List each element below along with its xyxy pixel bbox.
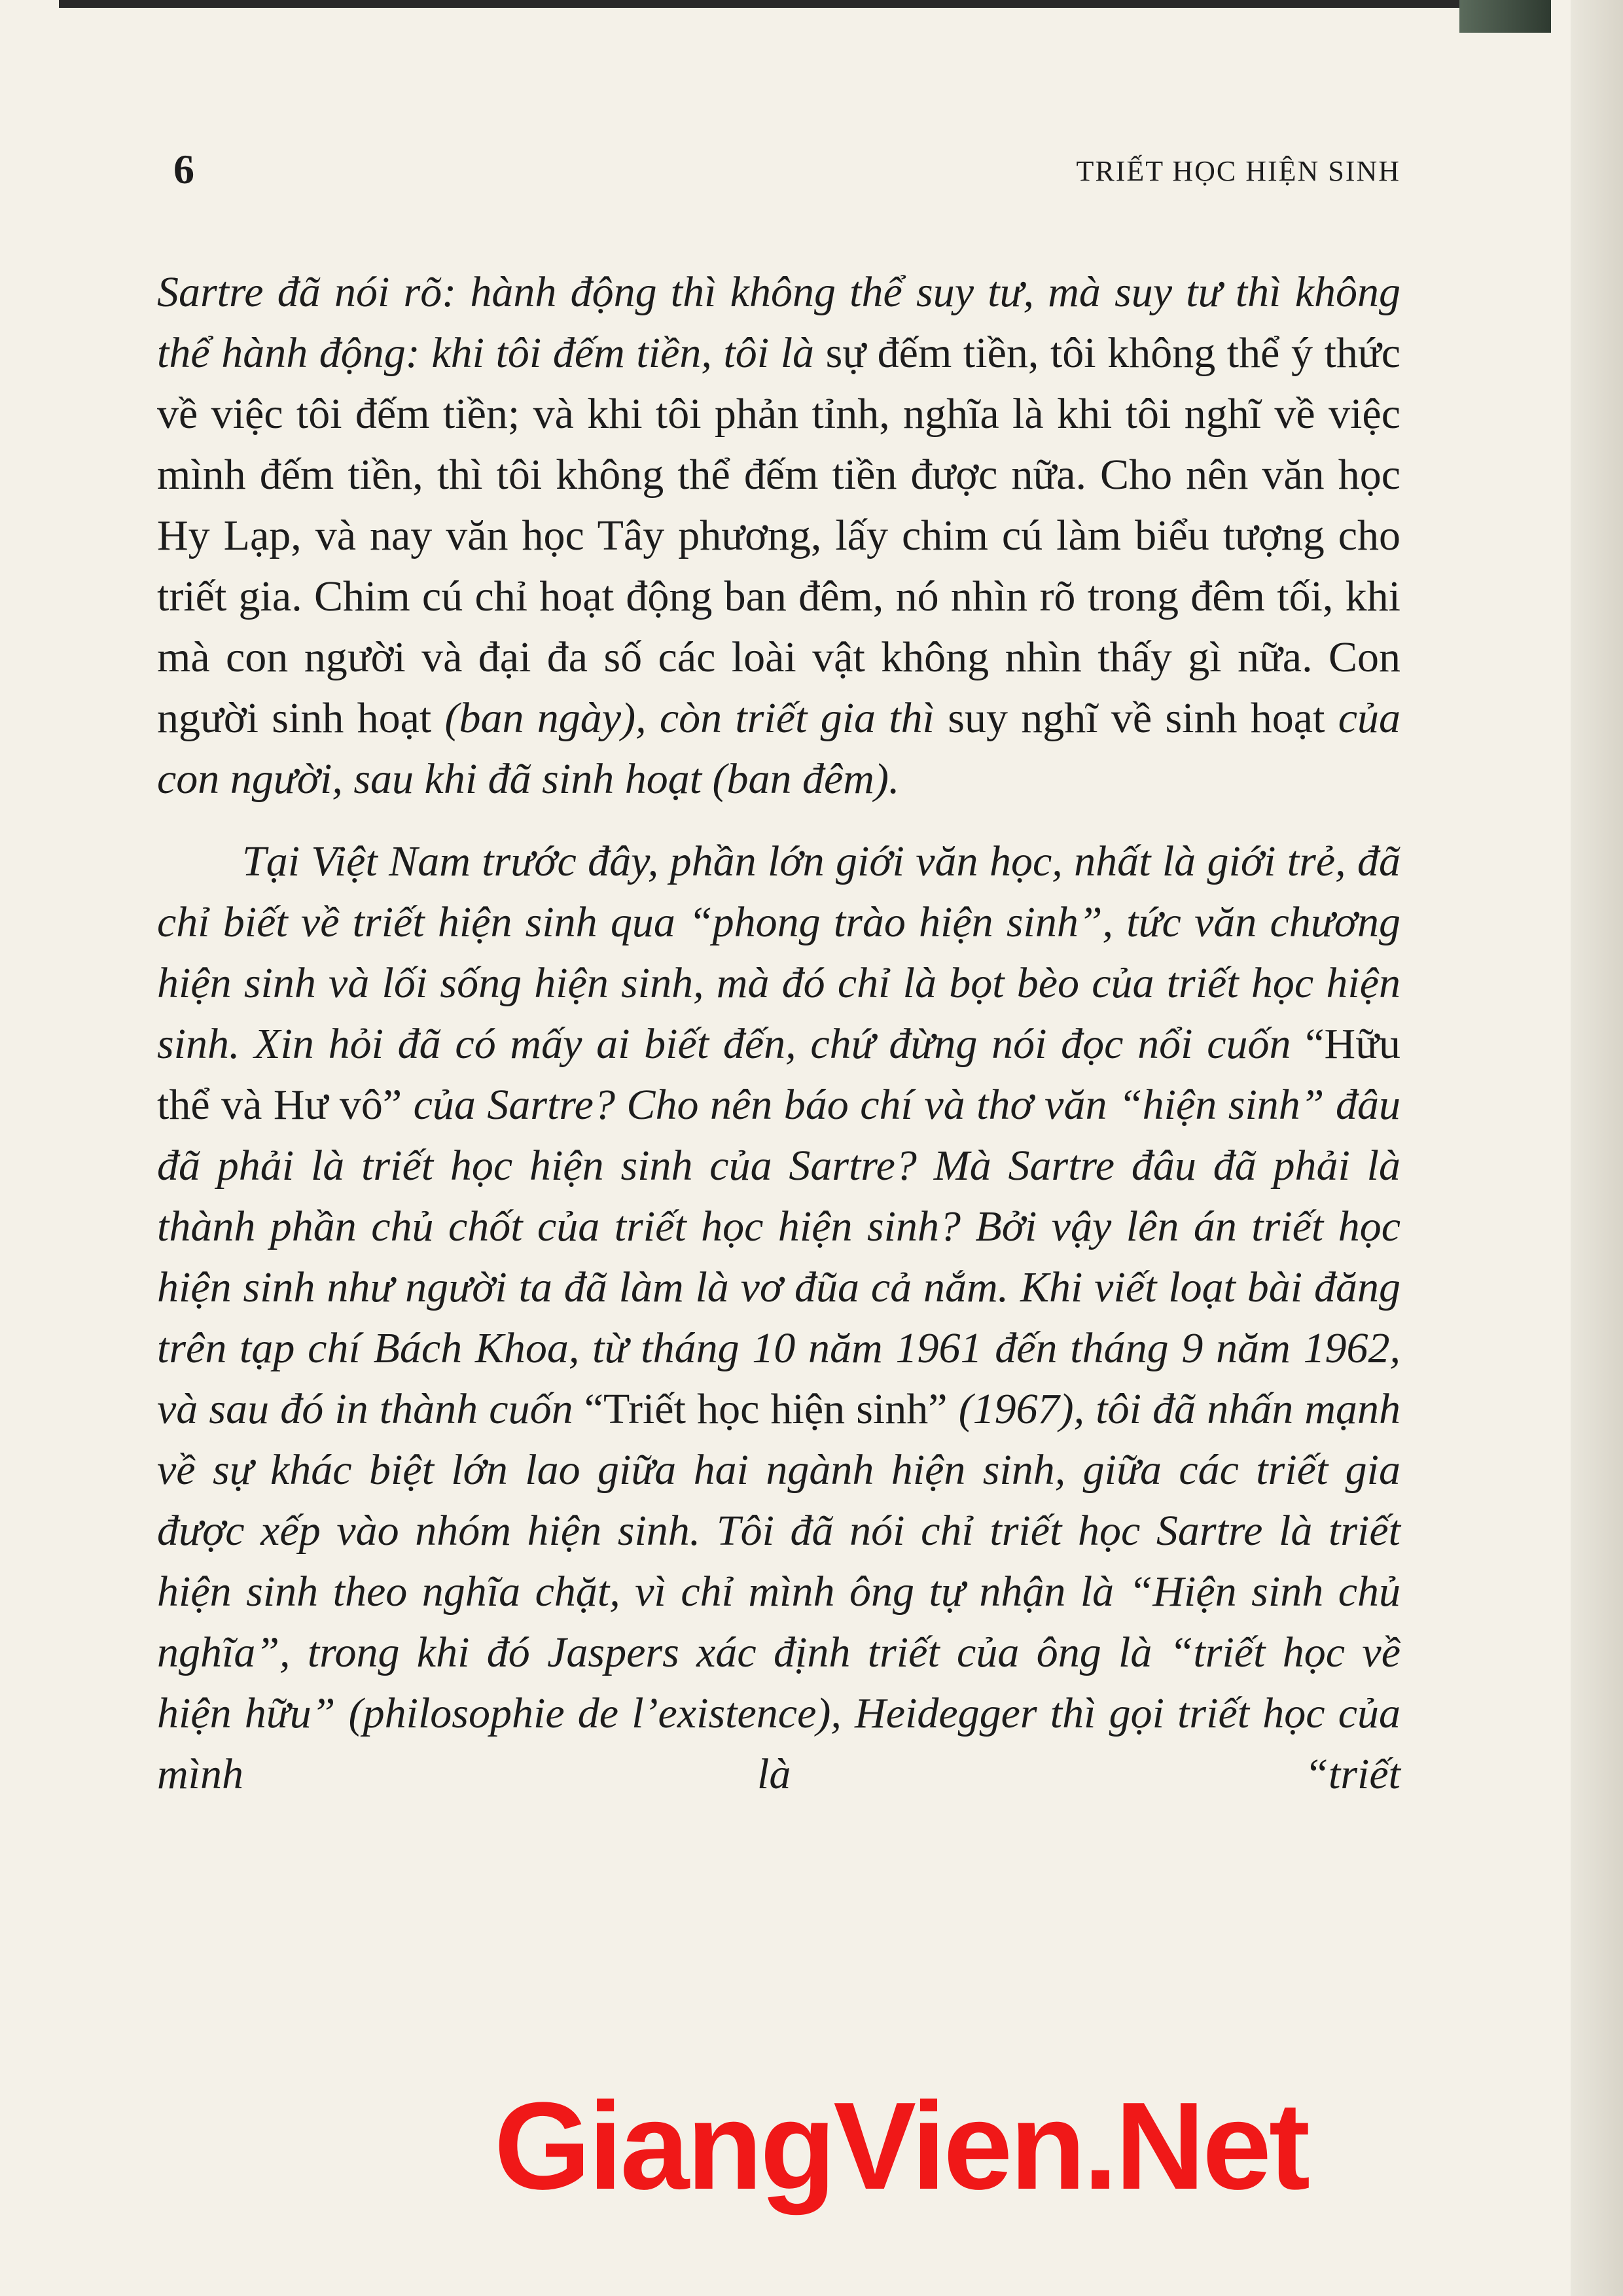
text-roman: “Triết học hiện sinh”	[573, 1385, 959, 1433]
text-roman: sinh hoạt	[259, 694, 445, 742]
text-italic: (ban ngày), còn triết gia thì	[444, 694, 935, 742]
text-roman: sự đếm tiền, tôi không thể ý thức về việc tôi đếm tiền; và khi tôi phản tỉnh, nghĩa là khi tôi nghĩ về việc mình đếm tiền, thì tôi không thể đếm tiền được nữa. Cho nên văn học Hy Lạp, và nay văn học Tây phương, lấy chim cú làm biểu tượng cho triết gia. Chim cú chỉ hoạt động ban đêm, nó nhìn rõ trong đêm tối, khi mà con người và đại đa số các loài vật không nhìn thấy gì nữa. Con người	[157, 329, 1400, 742]
text-italic: (1967), tôi đã nhấn mạnh về sự khác biệt lớn lao giữa hai ngành hiện sinh, giữa các triết gia được xếp vào nhóm hiện sinh. Tôi đã nói chỉ triết học Sartre là triết hiện sinh theo nghĩa chặt, vì chỉ mình ông tự nhận là “Hiện sinh chủ nghĩa”, trong khi đó Jaspers xác định triết của ông là “triết học về hiện hữu” (philosophie de l’existence), Heidegger thì gọi triết học của mình là “triết	[157, 1385, 1400, 1798]
body-text	[157, 262, 1400, 1805]
page-number: 6	[173, 146, 194, 192]
text-italic: Tại Việt Nam trước đây, phần lớn giới văn học, nhất là giới trẻ, đã chỉ biết về triết hiện sinh qua “phong trào hiện sinh”, tức văn chương hiện sinh và lối sống hiện sinh, mà đó chỉ là bọt bèo của triết học hiện sinh. Xin hỏi đã có mấy ai biết đến, chứ đừng nói đọc nổi cuốn	[157, 838, 1400, 1068]
watermark-logo: GiangVien.Net	[494, 2077, 1308, 2216]
running-head: TRIẾT HỌC HIỆN SINH	[1076, 155, 1400, 187]
paragraph	[157, 262, 1400, 809]
text-italic: Sartre đã nói rõ: hành động thì không thể suy tư, mà suy tư thì không thể hành động: khi tôi đếm tiền, tôi là	[157, 268, 1400, 377]
text-roman: suy nghĩ về sinh hoạt	[935, 694, 1338, 742]
page-top-edge	[59, 0, 1531, 8]
paragraph	[157, 831, 1400, 1805]
text-roman: “Hữu thể và Hư vô”	[157, 1020, 1400, 1129]
text-italic: của Sartre? Cho nên báo chí và thơ văn “hiện sinh” đâu đã phải là triết học hiện sinh của Sartre? Mà Sartre đâu đã phải là thành phần chủ chốt của triết học hiện sinh? Bởi vậy lên án triết học hiện sinh như người ta đã làm là vơ đũa cả nắm. Khi viết loạt bài đăng trên tạp chí Bách Khoa, từ tháng 10 năm 1961 đến tháng 9 năm 1962, và sau đó in thành cuốn	[157, 1081, 1400, 1433]
text-italic: của con người, sau khi đã sinh hoạt (ban đêm).	[157, 694, 1401, 803]
book-cover-corner	[1459, 0, 1551, 33]
book-spine-shadow	[1571, 0, 1623, 2296]
